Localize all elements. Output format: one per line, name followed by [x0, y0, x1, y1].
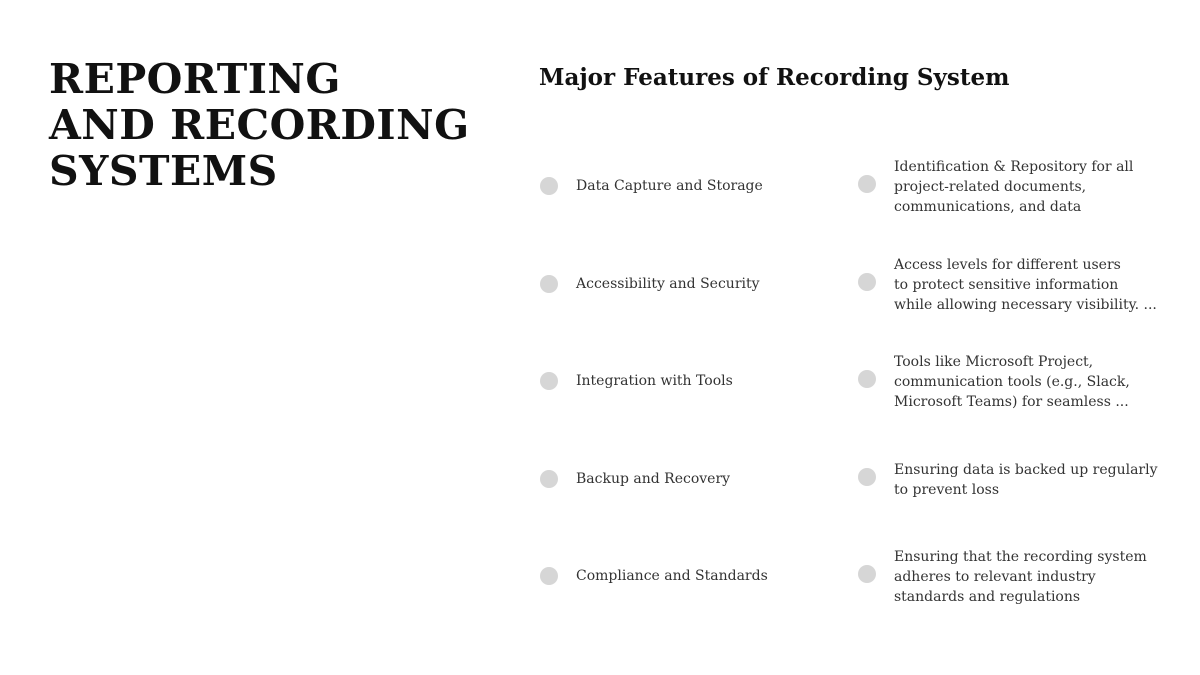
feature-name: Integration with Tools	[576, 373, 733, 389]
feature-description	[894, 152, 1164, 222]
section-heading: Major Features of Recording System	[539, 64, 1010, 91]
page-title-line: AND RECORDING	[49, 101, 470, 149]
feature-description-line: Tools like Microsoft Project,	[894, 354, 1094, 370]
feature-description-line: standards and regulations	[894, 589, 1081, 605]
circle-bullet-icon	[858, 565, 876, 583]
feature-description-line: Ensuring data is backed up regularly	[894, 461, 1158, 478]
feature-description-line: communication tools (e.g., Slack,	[894, 374, 1130, 390]
feature-description	[894, 542, 1164, 612]
feature-name: Backup and Recovery	[576, 470, 731, 487]
page-title-line: SYSTEMS	[49, 147, 278, 195]
circle-bullet-icon	[540, 177, 558, 195]
feature-description	[894, 250, 1164, 320]
feature-name: Data Capture and Storage	[576, 178, 763, 194]
circle-bullet-icon	[858, 468, 876, 486]
page-title-line: REPORTING	[49, 55, 341, 103]
circle-bullet-icon	[540, 275, 558, 293]
feature-description-line: Identification & Repository for all	[894, 159, 1134, 175]
circle-bullet-icon	[858, 175, 876, 193]
feature-description-line: project-related documents,	[894, 179, 1087, 195]
circle-bullet-icon	[540, 372, 558, 390]
feature-row	[539, 250, 1179, 348]
feature-description	[894, 347, 1164, 417]
circle-bullet-icon	[858, 273, 876, 291]
feature-description-line: Ensuring that the recording system	[894, 549, 1147, 565]
feature-description-line: communications, and data	[894, 199, 1082, 215]
page-title	[49, 56, 489, 194]
circle-bullet-icon	[858, 370, 876, 388]
feature-name: Compliance and Standards	[576, 568, 768, 584]
feature-description-line: Access levels for different users	[894, 256, 1121, 273]
feature-description-line: while allowing necessary visibility. ...	[894, 296, 1157, 313]
feature-row	[539, 347, 1179, 445]
feature-name: Accessibility and Security	[576, 275, 760, 292]
feature-row	[539, 152, 1179, 250]
circle-bullet-icon	[540, 470, 558, 488]
feature-description-line: adheres to relevant industry	[894, 569, 1096, 585]
feature-description-line: to protect sensitive information	[894, 276, 1119, 293]
feature-row	[539, 542, 1179, 640]
feature-list	[539, 152, 1179, 640]
feature-description-line: Microsoft Teams) for seamless ...	[894, 394, 1129, 410]
feature-row	[539, 445, 1179, 543]
feature-description-line: to prevent loss	[894, 481, 1000, 498]
circle-bullet-icon	[540, 567, 558, 585]
feature-description	[894, 445, 1164, 515]
